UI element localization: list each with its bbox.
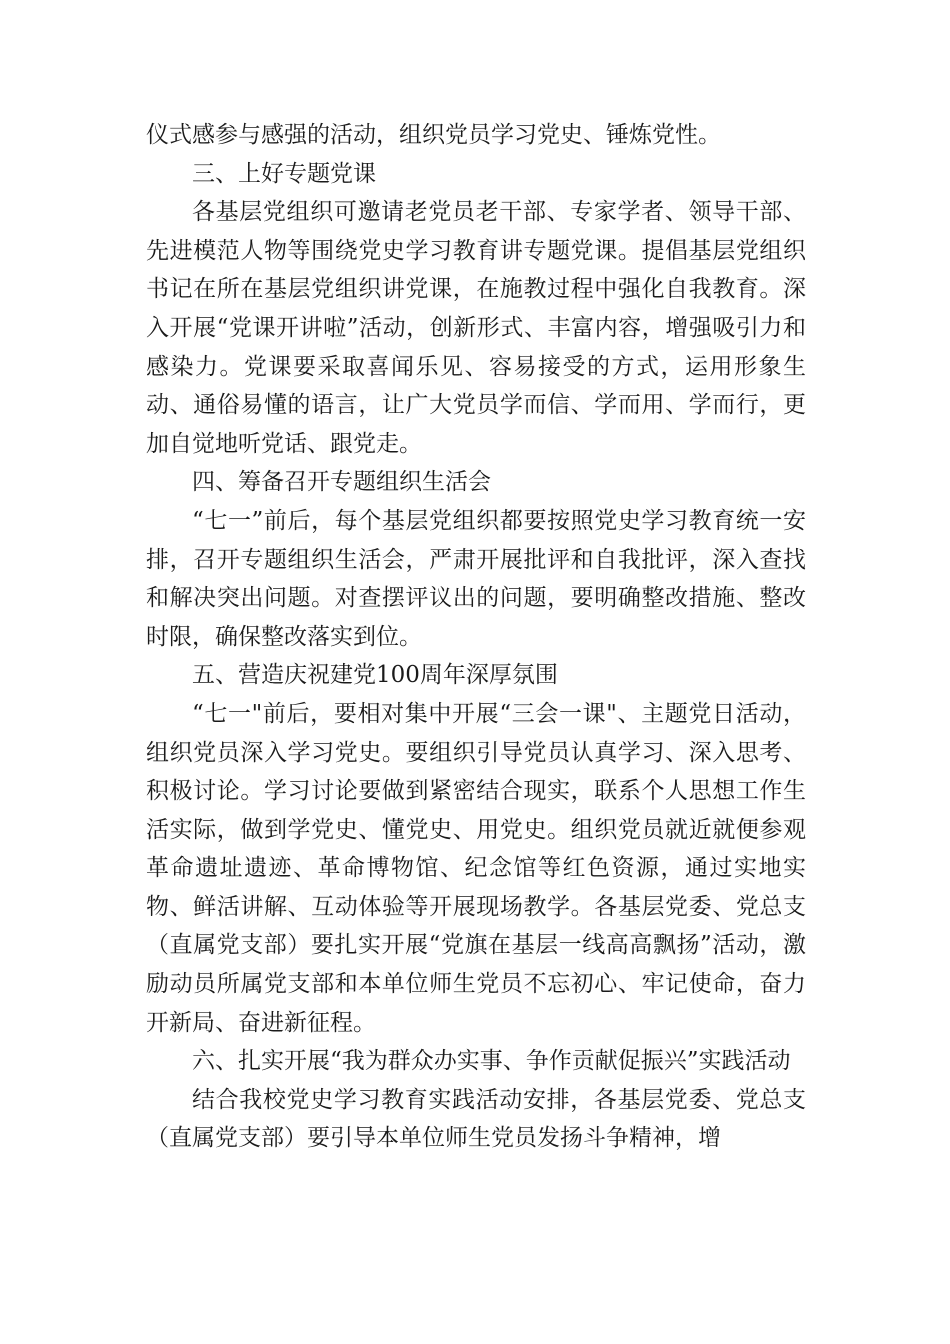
- section-heading-5: 五、营造庆祝建党100周年深厚氛围: [192, 662, 558, 689]
- paragraph-celebration: “七一"前后，要相对集中开展“三会一课"、主题党日活动，组织党员深入学习党史。要组织引导党员认真学习、深入思考、积极讨论。学习讨论要做到紧密结合现实，联系个人思想工作生活实际，做到学党史、懂党史、用党史。组织党员就近就便参观革命遗址遗迹、革命博物馆、纪念馆等红色资源，通过实地实物、鲜活讲解、互动体验等开展现场教学。各基层党委、党总支（直属党支部）要扎实开展“党旗在基层一线高高飘扬”活动，激励动员所属党支部和本单位师生党员不忘初心、牢记使命，奋力开新局、奋进新征程。: [146, 700, 806, 1036]
- section-heading-4: 四、筹备召开专题组织生活会: [192, 469, 491, 496]
- document-body: [146, 116, 806, 1158]
- paragraph-organization-meeting: “七一”前后，每个基层党组织都要按照党史学习教育统一安排，召开专题组织生活会，严肃开展批评和自我批评，深入查找和解决突出问题。对查摆评议出的问题，要明确整改措施、整改时限，确保整改落实到位。: [146, 507, 806, 650]
- paragraph-continuation: 仪式感参与感强的活动，组织党员学习党史、锤炼党性。: [146, 122, 721, 148]
- paragraph-practice: 结合我校党史学习教育实践活动安排，各基层党委、党总支（直属党支部）要引导本单位师生党员发扬斗争精神，增: [146, 1086, 806, 1152]
- section-heading-3: 三、上好专题党课: [192, 160, 376, 187]
- section-heading-6: 六、扎实开展“我为群众办实事、争作贡献促振兴”实践活动: [192, 1048, 791, 1075]
- paragraph-party-lecture: 各基层党组织可邀请老党员老干部、专家学者、领导干部、先进模范人物等围绕党史学习教育讲专题党课。提倡基层党组织书记在所在基层党组织讲党课，在施教过程中强化自我教育。深入开展“党课开讲啦”活动，创新形式、丰富内容，增强吸引力和感染力。党课要采取喜闻乐见、容易接受的方式，运用形象生动、通俗易懂的语言，让广大党员学而信、学而用、学而行，更加自觉地听党话、跟党走。: [146, 199, 806, 457]
